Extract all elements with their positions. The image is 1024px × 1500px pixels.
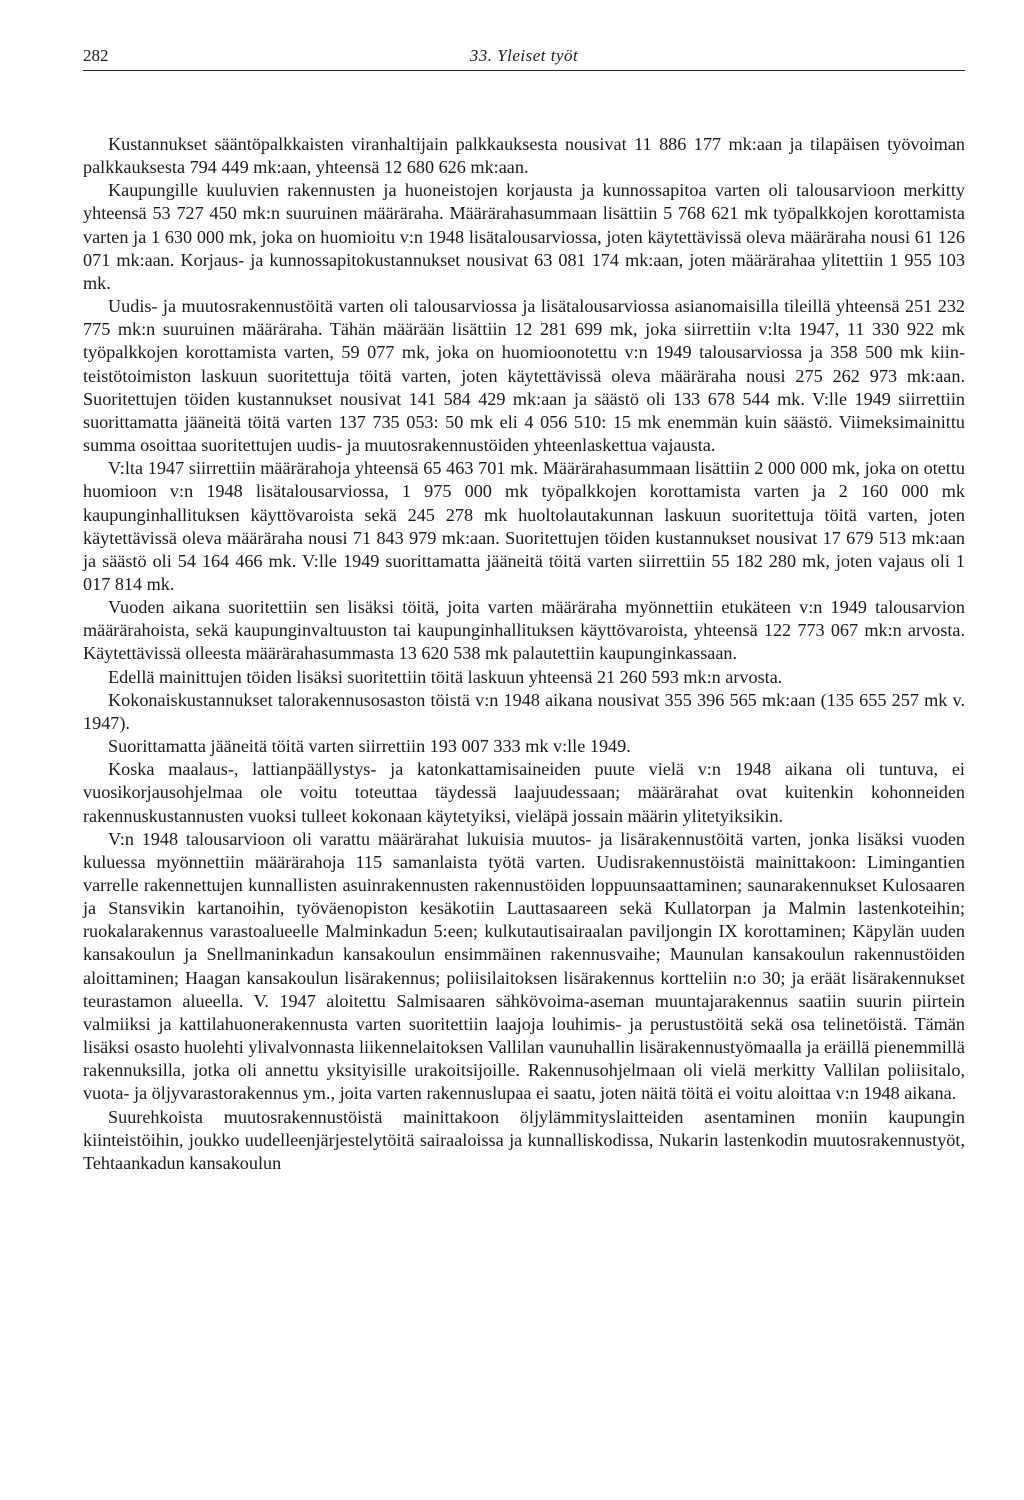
page-number: 282 <box>83 46 109 65</box>
paragraph-building-programme: V:n 1948 talousarvioon oli varattu määrärahat lukuisia muutos- ja lisärakennustöitä varten, jonka lisäksi vuoden kuluessa myönnettiin määrärahoja 115 samanlaista työtä varten. Uudisrakennustöistä mainittakoon: Limingantien varrelle rakennettujen kunnallisten asuinrakennusten rakennustöiden loppuunsaattaminen; saunarakennukset Kulosaaren ja Stansvikin kartanoihin, työväenopiston kesäkotiin Lauttasaareen sekä Kullatorpan ja Malmin lastenkoteihin; ruokalarakennus varastoalueelle Malminkadun 5:een; kulkutautisairaalan paviljongin IX korottaminen; Käpylän uuden kansakoulun ja Snellmaninkadun kansakoulun ensimmäinen rakennusvaihe; Maunulan kansakoulun rakennustöiden aloittaminen; Haagan kansakoulun lisärakennus; poliisilaitoksen lisärakennus kortteliin n:o 30; ja eräät lisärakennukset teurastamon alueella. V. 1947 aloitettu Salmisaaren sähkövoima-aseman muuntajarakennus saatiin suurin piirtein valmiiksi ja kattilahuonerakennusta varten suoritettiin laajoja louhimis- ja perustustöitä sekä osa telinetöistä. Tämän lisäksi osasto huolehti ylivalvonnasta liikennelaitoksen Vallilan vaunuhallin lisärakennustyömaalla ja eräillä pienemmillä rakennuksilla, jotka oli annettu yksityisille urakoitsijoille. Rakennusohjelmaan oli vielä merkitty Vallilan poliisitalo, vuota- ja öljyvarastorakennus ym., joita varten rakennuslupaa ei saatu, joten näitä töitä ei voitu aloittaa v:n 1948 aikana. <box>83 828 965 1104</box>
paragraph-total-costs: Kokonaiskustannukset talorakennusosaston töistä v:n 1948 aikana nousivat 355 396 565 mk:aan (135 655 257 mk v. 1947). <box>83 689 965 733</box>
running-head: 33. Yleiset työt <box>469 46 579 65</box>
paragraph-other-accounts: Edellä mainittujen töiden lisäksi suoritettiin töitä laskuun yhteensä 21 260 593 mk:n arvosta. <box>108 666 783 687</box>
paragraph-new-construction: Uudis- ja muutosrakennustöitä varten oli talousarviossa ja lisätalousarviossa asianomaisilla tileillä yhteensä 251 232 775 mk:n suuruinen määräraha. Tähän määrään lisättiin 12 281 699 mk, joka siirrettiin v:lta 1947, 11 330 922 mk työpalkkojen korottamista varten, 59 077 mk, joka on huomioonotettu v:n 1949 talousarviossa ja 358 500 mk kiinteistötoimiston laskuun suoritettuja töitä varten, joten käytettävissä oleva määräraha nousi 275 262 973 mk:aan. Suoritettujen töiden kustannukset nousivat 141 584 429 mk:aan ja säästö oli 133 678 544 mk. V:lle 1949 siirrettiin suorittamatta jääneitä töitä varten 137 735 053: 50 mk eli 4 056 510: 15 mk enemmän kuin säästö. Viimeksimainittu summa osoittaa suoritettujen uudis- ja muutosrakennustöiden yhteenlaskettua vajausta. <box>83 296 965 456</box>
paragraph-alteration-works: Suurehkoista muutosrakennustöistä mainittakoon öljylämmityslaitteiden asentaminen moniin kaupungin kiinteistöihin, joukko uudelleenjärjestelytöitä sairaaloissa ja kunnalliskodissa, Nukarin lastenkodin muutosrakennustyöt, Tehtaankadun kansakoulun <box>83 1106 965 1173</box>
body-text <box>83 133 965 1175</box>
document-page <box>83 40 965 1175</box>
paragraph-transferred-appropriations: V:lta 1947 siirrettiin määrärahoja yhteensä 65 463 701 mk. Määrärahasummaan lisättiin 2 000 000 mk, joka on otettu huomioon v:n 1948 lisätalousarviossa, 1 975 000 mk työpalkkojen korottamista varten ja 2 160 000 mk kaupunginhallituksen käyttövaroista sekä 245 278 mk huoltolautakunnan laskuun suoritettuja töitä varten, joten käytettävissä oleva määräraha nousi 71 843 979 mk:aan. Suoritettujen töiden kustannukset nousivat 17 679 513 mk:aan ja säästö oli 54 164 466 mk. V:lle 1949 suorittamatta jääneitä töitä varten siirrettiin 55 182 280 mk, joten vajaus oli 1 017 814 mk. <box>83 458 965 594</box>
paragraph-repair-maintenance: Kaupungille kuuluvien rakennusten ja huoneistojen korjausta ja kunnossapitoa varten oli talousarvioon merkitty yhteensä 53 727 450 mk:n suuruinen määräraha. Määrärahasummaan lisättiin 5 768 621 mk työpalkkojen korottamista varten ja 1 630 000 mk, joka on huomioitu v:n 1948 lisätalousarviossa, joten käytettävissä oleva määräraha nousi 61 126 071 mk:aan. Korjaus- ja kunnossapitokustannukset nousivat 63 081 174 mk:aan, joten määrärahaa ylitettiin 1 955 103 mk. <box>83 180 965 293</box>
paragraph-material-shortage: Koska maalaus-, lattianpäällystys- ja katonkattamisaineiden puute vielä v:n 1948 aikana oli tuntuva, ei vuosikorjausohjelmaa ole voitu toteuttaa täydessä laajuudessaan; määrärahat ovat kuitenkin kohonneiden rakennuskustannusten vuoksi tulleet kokonaan käytetyiksi, vieläpä jossain määrin ylitetyiksikin. <box>83 759 965 826</box>
paragraph-additional-works: Vuoden aikana suoritettiin sen lisäksi töitä, joita varten määräraha myönnettiin etukäteen v:n 1949 talousarvion määrärahoista, sekä kaupunginvaltuuston tai kaupunginhallituksen käyttövaroista, yhteensä 122 773 067 mk:n arvosta. Käytettävissä olleesta määrärahasummasta 13 620 538 mk palautettiin kaupunginkassaan. <box>83 597 965 664</box>
paragraph-staff-costs: Kustannukset sääntöpalkkaisten viranhaltijain palkkauksesta nousivat 11 886 177 mk:aan ja tilapäisen työvoiman palkkauksesta 794 449 mk:aan, yhteensä 12 680 626 mk:aan. <box>83 134 965 178</box>
paragraph-unfinished-works: Suorittamatta jääneitä töitä varten siirrettiin 193 007 333 mk v:lle 1949. <box>108 736 631 757</box>
page-header <box>83 40 965 71</box>
